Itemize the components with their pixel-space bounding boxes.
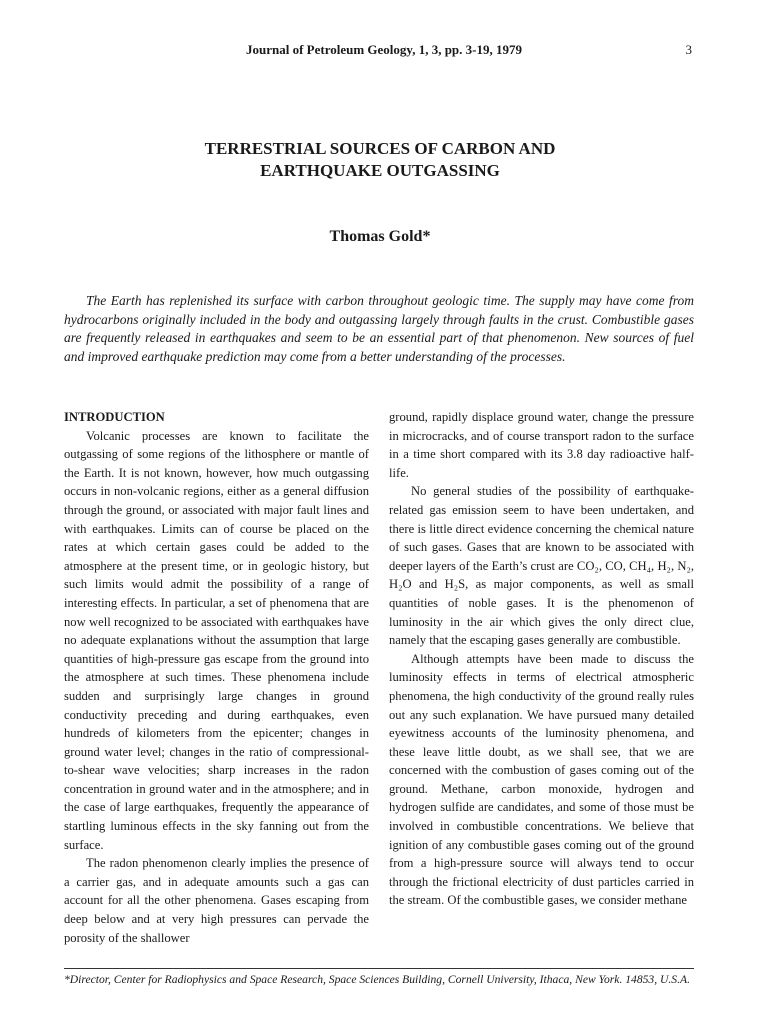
paragraph: Volcanic processes are known to facilitate the outgassing of some regions of the lithosphere or mantle of the Earth. It is not known, however, how much outgassing occurs in non-volcanic regions, either as a general diffusion through the ground, or associated with major fault lines and with earthquakes. Limits can of course be placed on the rates at which certain gases could be added to the atmosphere at the present time, or in geologic history, but such limits would admit the possibility of a range of interesting effects. In particular, a set of phenomena that are now well recognized to be associated with earthquakes have no adequate explanations without the assumption that large quantities of high-pressure gas escape from the ground into the atmosphere at such times. These phenomena include sudden and surprisingly large changes in ground conductivity preceding and during earthquakes, even hundreds of kilometers from the epicenter; changes in ground water level; changes in the ratio of compressional-to-shear wave velocities; sharp increases in the radon concentration in ground water and in the atmosphere; and in the case of large earthquakes, frequently the appearance of startling luminous effects in the sky fanning out from the surface.	[64, 428, 369, 852]
title-line-1: TERRESTRIAL SOURCES OF CARBON AND	[204, 139, 556, 158]
author-name: Thomas Gold*	[329, 228, 431, 245]
title-line-2: EARTHQUAKE OUTGASSING	[260, 161, 500, 180]
footnote-divider	[64, 968, 694, 969]
left-column	[64, 408, 369, 947]
footnote: *Director, Center for Radiophysics and Space Research, Space Sciences Building, Cornell University, Ithaca, New York. 14853, U.S.A.	[64, 973, 690, 986]
section-heading: INTRODUCTION	[64, 410, 165, 424]
paragraph: The radon phenomenon clearly implies the presence of a carrier gas, and in adequate amounts such a gas can account for all the other phenomena. Gases escaping from deep below and at very high pressures can pervade the porosity of the shallower	[64, 856, 369, 945]
journal-citation: Journal of Petroleum Geology, 1, 3, pp. 3-19, 1979	[245, 42, 522, 57]
article-title	[0, 138, 760, 182]
paragraph: Although attempts have been made to discuss the luminosity effects in terms of electrical atmospheric phenomena, the high conductivity of the ground really rules out any such explanation. We have pursued many detailed eyewitness accounts of the luminosity phenomena, and these leave little doubt, as we shall see, that we are concerned with the combustion of gases coming out of the ground. Methane, carbon monoxide, hydrogen and hydrogen sulfide are candidates, and some of those must be involved in combustible concentrations. We believe that ignition of any combustible gases coming out of the ground from a high-pressure source will always tend to occur through the frictional electricity of dust particles carried in the stream. Of the combustible gases, we consider methane	[389, 651, 694, 908]
page-number: 3	[685, 42, 692, 57]
abstract: The Earth has replenished its surface with carbon throughout geologic time. The supply may have come from hydrocarbons originally included in the body and outgassing largely through faults in the crust. Combustible gases are frequently released in earthquakes and seem to be an essential part of that phenomenon. New sources of fuel and improved earthquake prediction may come from a better understanding of the processes.	[64, 293, 694, 364]
right-column	[389, 408, 694, 910]
paragraph: No general studies of the possibility of earthquake-related gas emission seem to have been undertaken, and there is little direct evidence concerning the chemical nature of such gases. Gases that are known to be associated with deeper layers of the Earth’s crust are CO₂, CO, CH₄, H₂, N₂, H₂O and H₂S, as major components, as well as small quantities of noble gases. It is the phenomenon of luminosity in the air which gives the only direct clue, namely that the escaping gases generally are combustible.	[389, 484, 694, 648]
paragraph: ground, rapidly displace ground water, change the pressure in microcracks, and of course transport radon to the surface in a time short compared with its 3.8 day radioactive half-life.	[389, 410, 694, 480]
